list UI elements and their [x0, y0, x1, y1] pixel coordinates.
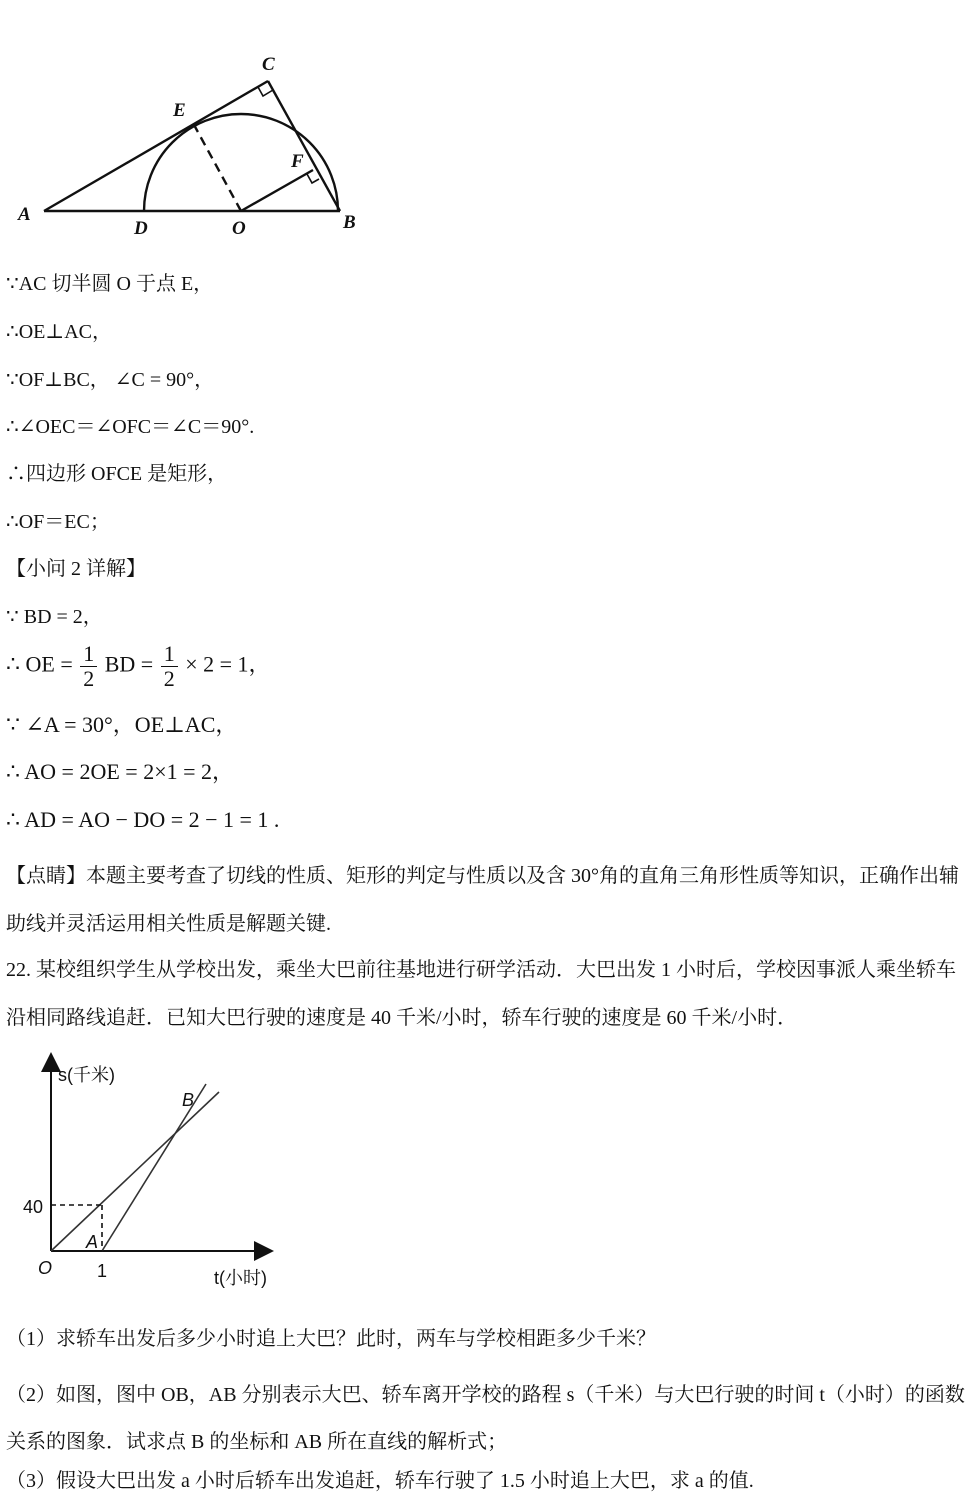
semicircle-arc	[144, 114, 338, 211]
segment-OF	[241, 170, 313, 211]
point-B-label: B	[182, 1090, 195, 1110]
line-OB	[51, 1092, 219, 1251]
fraction-2-numerator: 1	[161, 642, 178, 667]
solution-line-9: ∴ AO = 2OE = 2×1 = 2，	[6, 759, 235, 784]
solution-line-6: ∴OF＝EC；	[6, 511, 110, 533]
segment-CB	[268, 81, 340, 211]
fraction-middle: BD =	[104, 651, 154, 677]
solution-line-7: ∵ BD = 2，	[6, 606, 103, 628]
point-A-label: A	[86, 1232, 99, 1252]
solution-line-8: ∵ ∠A = 30°，OE⊥AC，	[6, 712, 238, 737]
solution-line-5: ∴四边形 OFCE 是矩形，	[6, 463, 228, 485]
label-A: A	[18, 204, 31, 225]
x-axis-label: t(小时)	[214, 1268, 267, 1288]
solution-line-2: ∴OE⊥AC，	[6, 321, 112, 343]
problem-22-statement: 22. 某校组织学生从学校出发，乘坐大巴前往基地进行研学活动．大巴出发 1 小时后，学校因事派人乘坐轿车沿相同路线追赶．已知大巴行驶的速度是 40 千米/小时，轿车行驶的速度是 60 千米/小时．	[6, 959, 956, 1029]
section-heading-q2: 【小问 2 详解】	[6, 558, 146, 580]
question-2: （2）如图，图中 OB，AB 分别表示大巴、轿车离开学校的路程 s（千米）与大巴行驶的时间 t（小时）的函数关系的图象．试求点 B 的坐标和 AB 所在直线的解析式；	[6, 1384, 965, 1453]
fraction-1-denominator: 2	[83, 666, 95, 691]
fraction-equation	[6, 642, 271, 691]
fraction-2-denominator: 2	[163, 666, 175, 691]
segment-OE-dashed	[193, 123, 241, 211]
fraction-prefix: ∴ OE =	[6, 651, 73, 677]
fraction-1-numerator: 1	[80, 642, 97, 667]
fraction-suffix: × 2 = 1，	[185, 651, 271, 677]
geometry-figure	[10, 48, 370, 243]
fraction-1	[80, 642, 97, 691]
solution-line-4: ∴∠OEC＝∠OFC＝∠C＝90°.	[6, 416, 255, 438]
distance-time-graph	[18, 1048, 298, 1298]
solution-line-3: ∵OF⊥BC， ∠C = 90°，	[6, 369, 215, 391]
right-angle-mark-F	[307, 174, 319, 183]
segment-AC	[44, 81, 268, 211]
label-E: E	[173, 100, 186, 121]
solution-line-10: ∴ AD = AO − DO = 2 − 1 = 1 .	[6, 807, 280, 832]
y-tick-40: 40	[23, 1197, 44, 1217]
label-D: D	[134, 218, 148, 239]
fraction-2	[161, 642, 178, 691]
label-O: O	[232, 218, 246, 239]
label-B: B	[343, 212, 356, 233]
y-axis-label: s(千米)	[58, 1065, 115, 1085]
commentary-paragraph: 【点睛】本题主要考查了切线的性质、矩形的判定与性质以及含 30°角的直角三角形性质等知识，正确作出辅助线并灵活运用相关性质是解题关键.	[6, 865, 959, 935]
label-F: F	[291, 151, 304, 172]
label-C: C	[262, 54, 275, 75]
question-3: （3）假设大巴出发 a 小时后轿车出发追赶，轿车行驶了 1.5 小时追上大巴，求 a 的值.	[6, 1470, 754, 1492]
question-1: （1）求轿车出发后多少小时追上大巴？此时，两车与学校相距多少千米？	[6, 1328, 656, 1350]
solution-line-1: ∵AC 切半圆 O 于点 E，	[6, 273, 214, 295]
origin-label: O	[38, 1258, 53, 1278]
x-tick-1: 1	[97, 1261, 108, 1281]
